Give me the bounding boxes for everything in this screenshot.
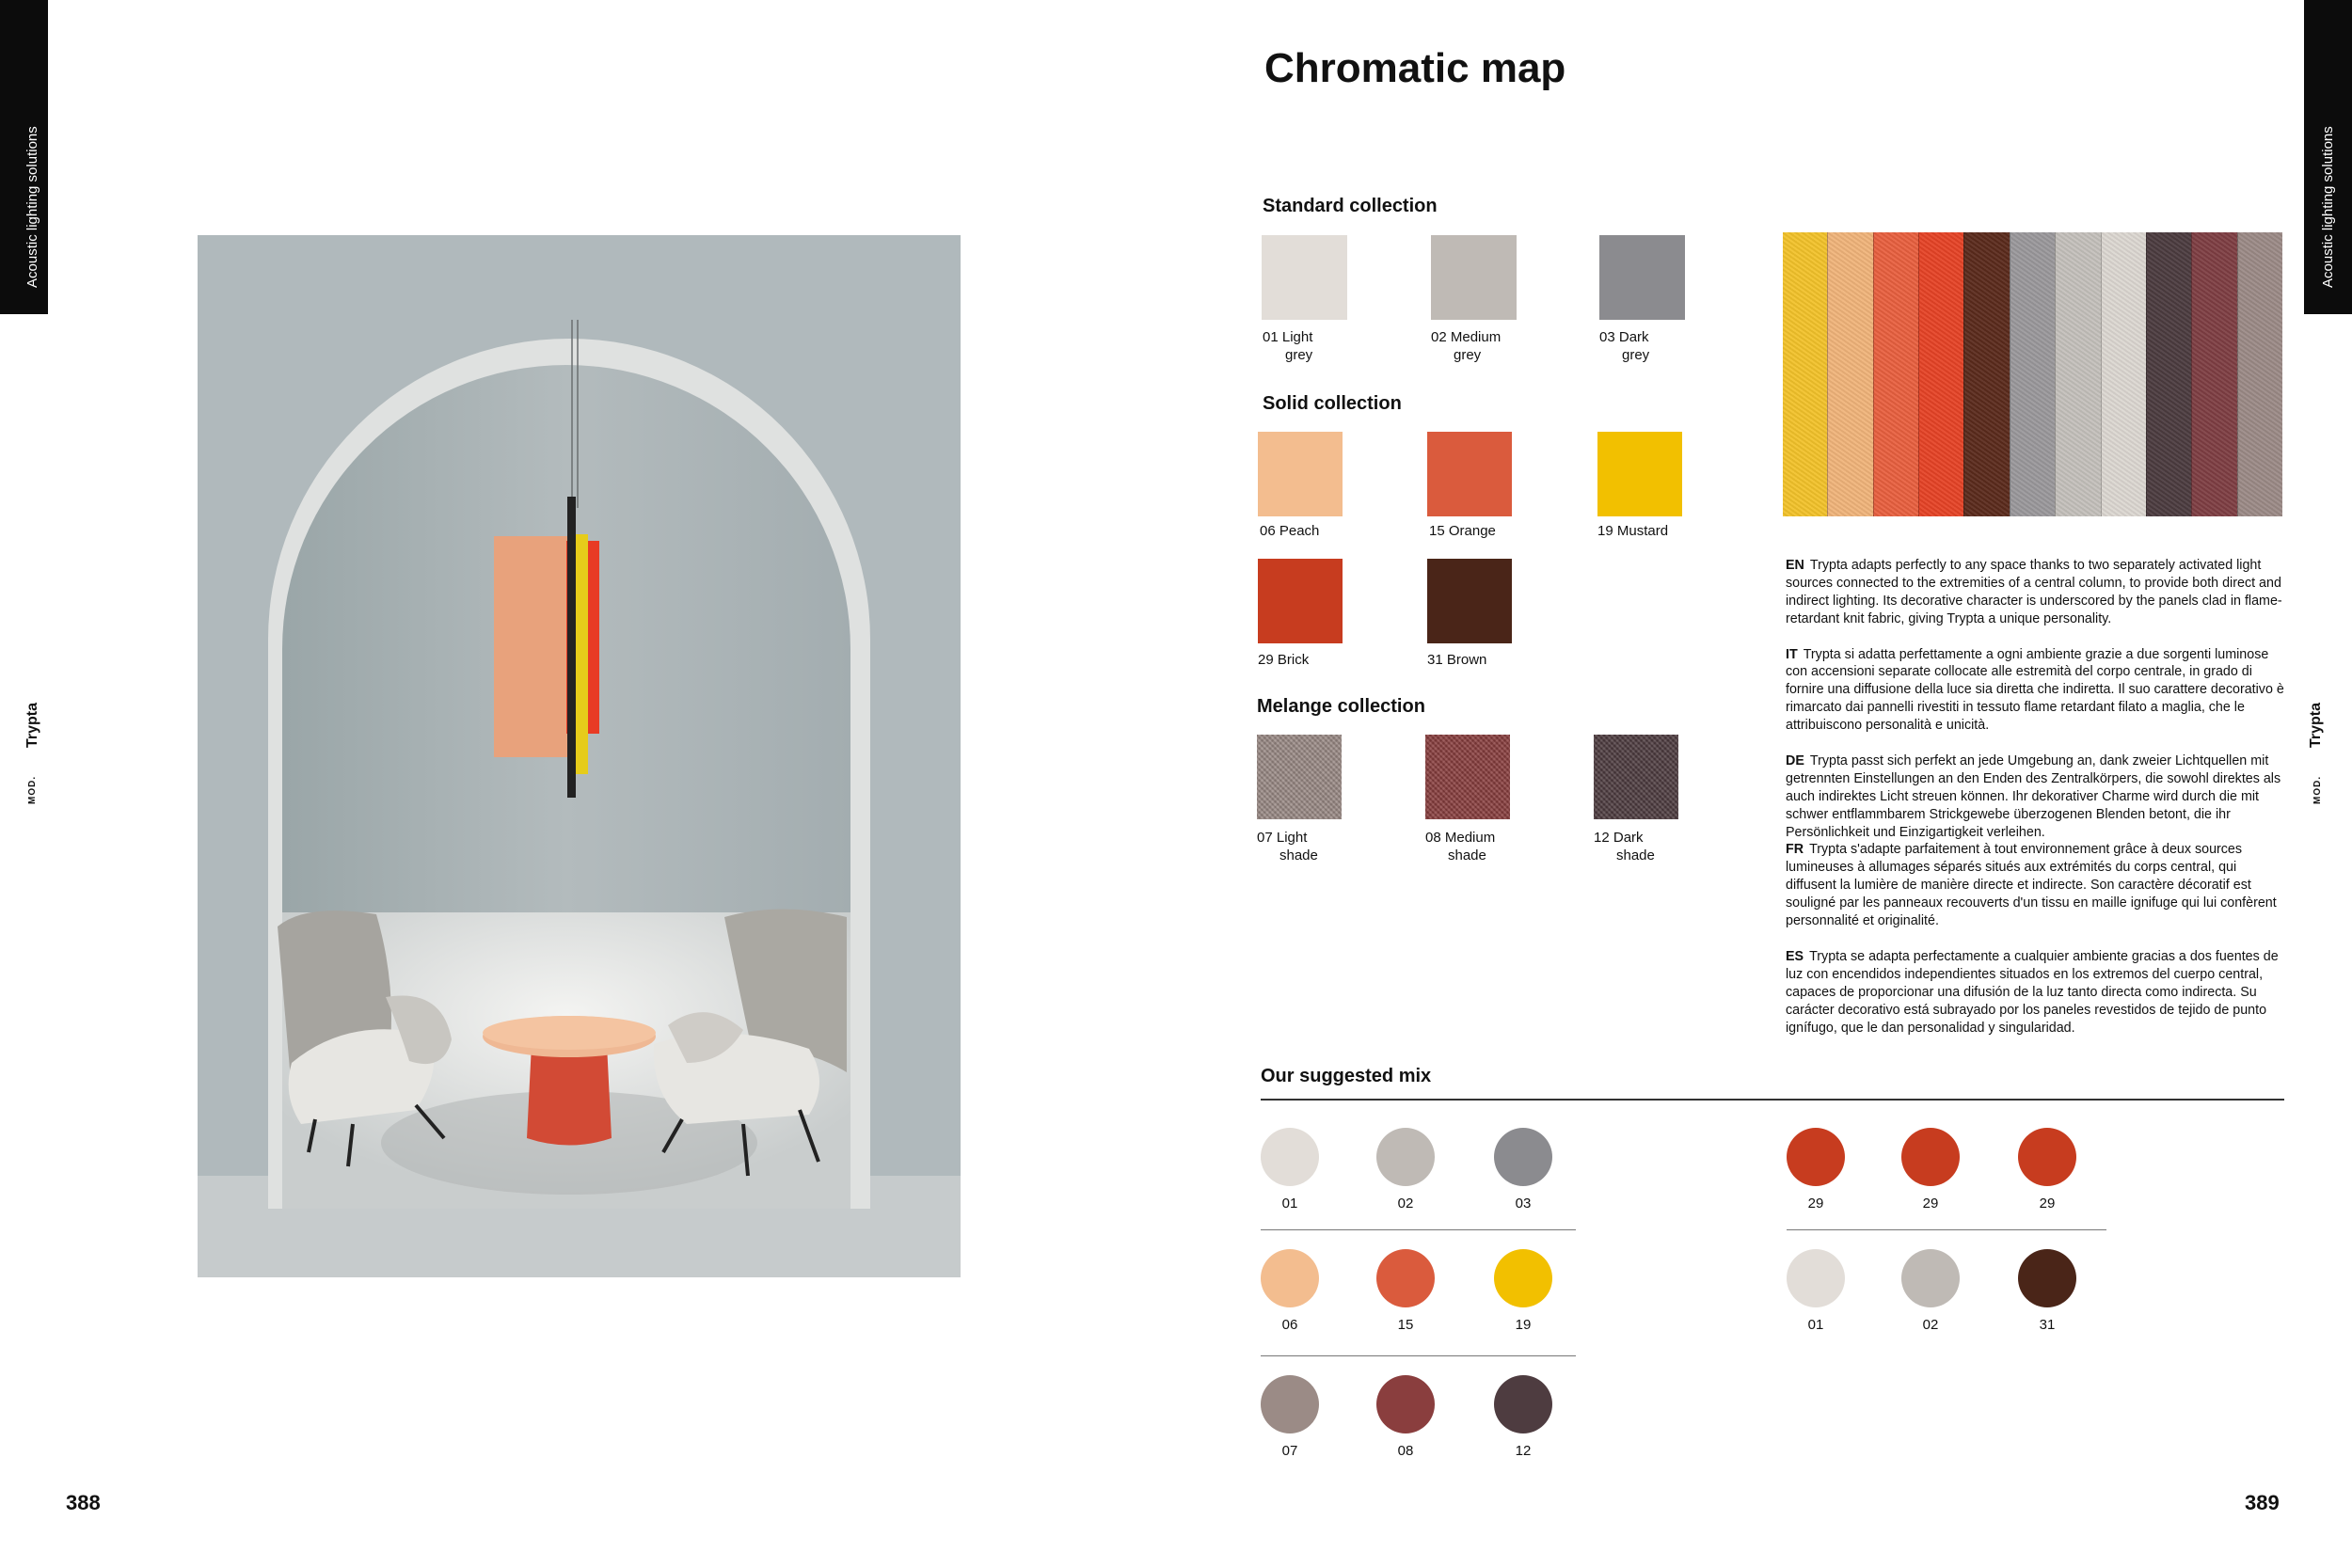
solid-collection-title: Solid collection [1263,393,1402,414]
swatch-solid-19 [1597,432,1682,516]
swatch-solid-31 [1427,559,1512,643]
mix-dot-label: 29 [2039,1196,2056,1212]
description-fr: FR Trypta s'adapte parfaitement à tout environnement grâce à deux sources lumineuses à allumages séparés situés aux extrémités du corps central, qui diffusent la lumière de manière directe et indirecte. Son caractère décoratif est souligné par les panneaux recouverts d'un tissu en maille ignifuge qui lui confèrent personnalité et originalité. [1786,842,2277,929]
label-standard-02: 02 Medium grey [1431,329,1502,363]
fabric-strip [1918,232,1963,516]
mix-dot-label: 01 [1807,1317,1824,1333]
mix-dot-01 [1787,1249,1845,1307]
mix-dot-29 [1787,1128,1845,1186]
fabric-strip [2191,232,2236,516]
mix-dot-02 [1376,1128,1435,1186]
side-tab-label-left: Acoustic lighting solutions [24,126,40,288]
side-product-left: Trypta [24,702,40,748]
mix-dot-label: 03 [1515,1196,1532,1212]
fabric-strip [1963,232,2009,516]
mix-dot-15 [1376,1249,1435,1307]
label-solid-29: 29 Brick [1258,652,1310,668]
swatch-standard-02 [1431,235,1517,320]
mix-dot-29 [2018,1128,2076,1186]
side-mod-left: MOD. [27,775,38,804]
mix-divider-2 [1261,1355,1576,1356]
mix-dot-label: 15 [1397,1317,1414,1333]
side-tab-right [2304,0,2352,314]
mix-dot-31 [2018,1249,2076,1307]
fabric-strip [1873,232,1918,516]
product-description [1786,557,2284,1054]
lamp-panel-peach [494,536,569,757]
swatch-melange-07 [1257,735,1342,819]
mix-dot-label: 01 [1281,1196,1298,1212]
page-number-left: 388 [66,1491,101,1514]
mix-dot-12 [1494,1375,1552,1433]
label-solid-06: 06 Peach [1260,523,1320,539]
label-solid-19: 19 Mustard [1597,523,1669,539]
swatch-melange-08 [1425,735,1510,819]
swatch-solid-15 [1427,432,1512,516]
label-standard-03: 03 Dark grey [1599,329,1650,363]
fabric-strip [2101,232,2146,516]
label-standard-01: 01 Light grey [1263,329,1313,363]
mix-dot-label: 08 [1397,1443,1414,1459]
description-de: DE Trypta passt sich perfekt an jede Umgebung an, dank zweier Lichtquellen mit getrennten Einstellungen an den Enden des Zentralkörpers, die sowohl direktes als auch indirektes Licht streuen können. Ihr dekorativer Charme wird durch die mit schwer entflammbarem Strickgewebe überzogenen Blenden betont, die ihr Persönlichkeit und Einzigartigkeit verleihen. [1786,752,2281,840]
mix-dot-label: 02 [1922,1317,1939,1333]
mix-dot-06 [1261,1249,1319,1307]
label-solid-15: 15 Orange [1429,523,1496,539]
fabric-strip [1827,232,1872,516]
mix-divider-3 [1787,1229,2106,1230]
product-photo [198,235,961,1277]
swatch-standard-01 [1262,235,1347,320]
scene-illustration [198,235,961,1277]
label-solid-31: 31 Brown [1427,652,1487,668]
fabric-strip [2055,232,2100,516]
melange-collection-title: Melange collection [1257,696,1425,717]
standard-collection-title: Standard collection [1263,196,1438,216]
fabric-strip [1783,232,1827,516]
mix-dot-19 [1494,1249,1552,1307]
side-mod-right: MOD. [2312,775,2323,804]
mix-dot-label: 12 [1515,1443,1532,1459]
fabric-samples-photo [1783,232,2282,516]
side-tab-label-right: Acoustic lighting solutions [2320,126,2336,288]
swatch-solid-29 [1258,559,1343,643]
mix-dot-label: 06 [1281,1317,1298,1333]
swatch-standard-03 [1599,235,1685,320]
label-melange-07: 07 Light shade [1257,830,1318,863]
mix-dot-label: 29 [1922,1196,1939,1212]
mix-dot-label: 02 [1397,1196,1414,1212]
mix-dot-29 [1901,1128,1960,1186]
suggested-mix-title: Our suggested mix [1261,1066,1432,1086]
description-es: ES Trypta se adapta perfectamente a cualquier ambiente gracias a dos fuentes de luz con encendidos independientes situados en los extremos del cuerpo central, capaces de proporcionar una difusión de la luz tanto directa como indirecta. Su carácter decorativo está subrayado por los paneles revestidos de tejido de punto ignífugo, que le dan personalidad y singularidad. [1786,948,2279,1036]
mix-dot-label: 19 [1515,1317,1532,1333]
swatch-solid-06 [1258,432,1343,516]
mix-dot-label: 31 [2039,1317,2056,1333]
mix-divider-1 [1261,1229,1576,1230]
fabric-strip [2010,232,2055,516]
mix-dot-03 [1494,1128,1552,1186]
page-title: Chromatic map [1264,45,1566,91]
description-en: EN Trypta adapts perfectly to any space thanks to two separately activated light sources connected to the extremities of a central column, to provide both direct and indirect lighting. Its decorative character is underscored by the panels clad in flame-retardant knit fabric, giving Trypta a unique personality. [1786,558,2282,626]
description-it: IT Trypta si adatta perfettamente a ogni ambiente grazie a due sorgenti luminose con accensioni separate collocate alle estremità del corpo centrale, in grado di fornire una diffusione della luce sia diretta che indiretta. Il suo carattere decorativo è rimarcato dai pannelli rivestiti in tessuto flame retardant filato a maglia, che le attribuiscono personalità e unicità. [1786,646,2284,734]
fabric-strip [2237,232,2282,516]
mix-dot-label: 07 [1281,1443,1298,1459]
mix-dot-label: 29 [1807,1196,1824,1212]
side-product-right: Trypta [2308,702,2324,748]
suggested-mix-rule [1261,1099,2284,1101]
label-melange-08: 08 Medium shade [1425,830,1496,863]
swatch-melange-12 [1594,735,1678,819]
fabric-strip [2146,232,2191,516]
mix-dot-08 [1376,1375,1435,1433]
mix-dot-02 [1901,1249,1960,1307]
label-melange-12: 12 Dark shade [1594,830,1655,863]
side-tab-left [0,0,48,314]
mix-dot-01 [1261,1128,1319,1186]
mix-dot-07 [1261,1375,1319,1433]
page-number-right: 389 [2245,1491,2280,1514]
lamp-column [567,497,576,798]
